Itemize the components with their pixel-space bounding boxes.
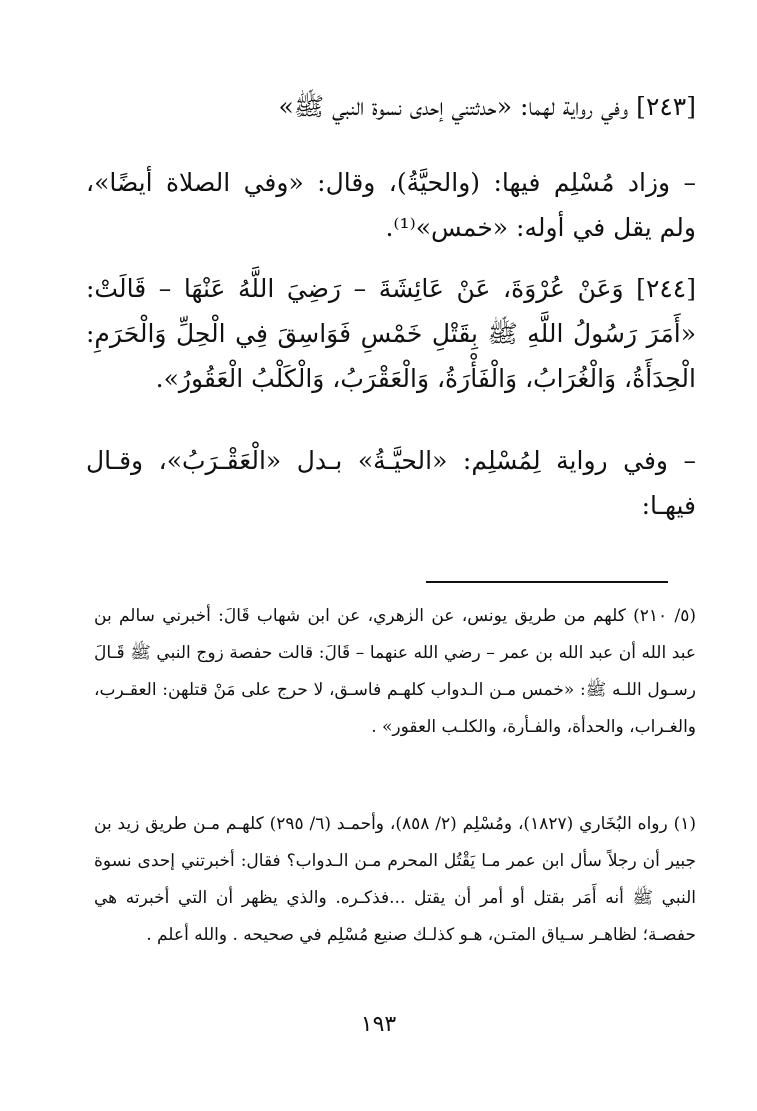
footnote-1-block bbox=[94, 806, 696, 954]
muslim-variant-text: – وفي رواية لِمُسْلِم: «الحيَّـةُ» بـدل «الْعَقْـرَبُ»، وقـال فيهـا: bbox=[86, 446, 696, 520]
footnote-reference-text: (٥/ ٢١٠) كلهم من طريق يونس، عن الزهري، عن ابن شهاب قَالَ: أخبرني سالم بن عبد الله أن عبد الله بن عمر – رضي الله عنهما – قَالَ: قالت حفصة زوج النبي ﷺ قَـالَ رسـول اللـه ﷺ: «خمس مـن الـدواب كلهـم فاسـق، لا حرج على مَنْ قتلهن: العقـرب، والغـراب، والحدأة، والفـأرة، والكلـب العقور» . bbox=[94, 606, 696, 737]
footnote-1-text: (١) رواه البُخَاري (١٨٢٧)، ومُسْلِم (٢/ ٨٥٨)، وأحمـد (٦/ ٢٩٥) كلهـم مـن طريق زيد بن جبير أن رجلاً سأل ابن عمر مـا يَقْتُل المحرم مـن الـدواب؟ فقال: أخبرتني إحدى نسوة النبي ﷺ أنه أَمَر بقتل أو أمر أن يقتل ...فذكـره. والذي يظهر أن التي أخبرته هي حفصـة؛ لظاهـر سـياق المتـن، هـو كذلـك صنيع مُسْلِم في صحيحه . والله أعلم . bbox=[94, 814, 696, 945]
muslim-variant-paragraph bbox=[86, 438, 696, 528]
hadith-243-paragraph bbox=[86, 84, 696, 129]
hadith-243-text: [٢٤٣] وفي رواية لهما: «حدثتني إحدى نسوة النبي ﷺ» bbox=[278, 92, 696, 121]
hadith-244-text: [٢٤٤] وَعَنْ عُرْوَةَ، عَنْ عَائِشَةَ – رَضِيَ اللَّهُ عَنْهَا – قَالَتْ: «أَمَرَ رَسُولُ اللَّهِ ﷺ بِقَتْلِ خَمْسِ فَوَاسِقَ فِي الْحِلِّ وَالْحَرَمِ: الْحِدَأَةُ، وَالْغُرَابُ، وَالْفَأْرَةُ، وَالْعَقْرَبُ، وَالْكَلْبُ الْعَقُورُ». bbox=[86, 274, 696, 393]
footnote-separator bbox=[426, 581, 668, 583]
footnote-reference-block bbox=[94, 598, 696, 746]
hadith-244-paragraph bbox=[86, 266, 696, 401]
page-number: ١٩٣ bbox=[360, 1012, 397, 1037]
muslim-addition-text: – وزاد مُسْلِم فيها: (والحيَّةُ)، وقال: «وفي الصلاة أيضًا»، ولم يقل في أوله: «خمس»⁽¹⁾. bbox=[86, 168, 696, 242]
muslim-addition-paragraph bbox=[86, 160, 696, 250]
